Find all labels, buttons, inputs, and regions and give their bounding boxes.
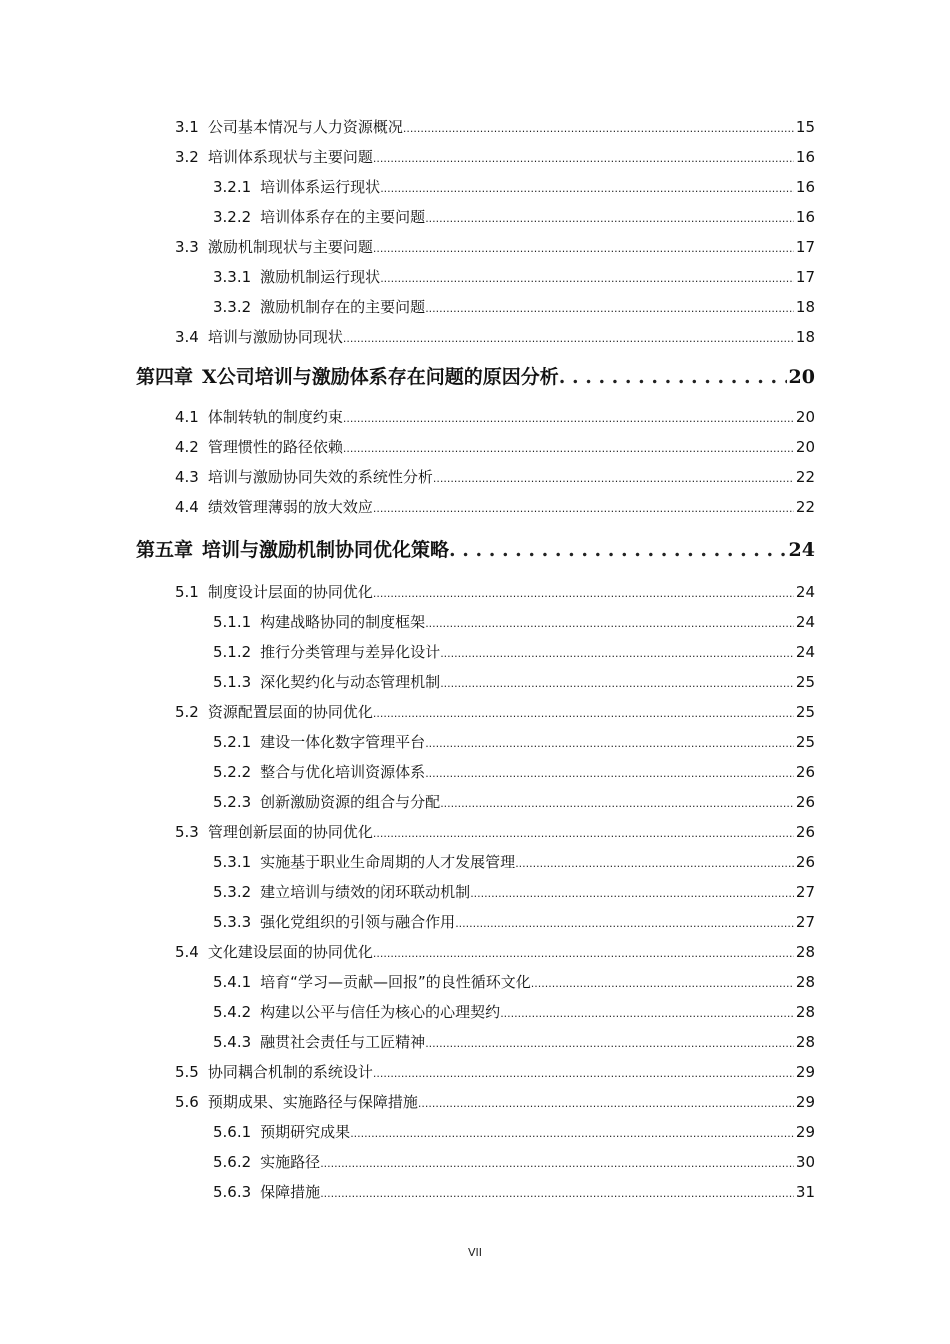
toc-entry-page: 18: [795, 298, 815, 316]
toc-entry-title: 培训体系存在的主要问题: [260, 208, 426, 226]
toc-leader-dots: [440, 637, 794, 669]
toc-entry-number: 3.2: [175, 148, 199, 166]
toc-entry-page: 18: [795, 328, 815, 346]
toc-entry[interactable]: [175, 322, 815, 352]
toc-entry-title: 培训与激励协同现状: [207, 328, 343, 346]
toc-leader-dots: [380, 172, 794, 204]
toc-entry-number: 3.3: [175, 238, 199, 256]
toc-entry-title: 整合与优化培训资源体系: [260, 763, 426, 781]
toc-entry[interactable]: [175, 937, 815, 967]
toc-entry-title: 实施基于职业生命周期的人才发展管理: [260, 853, 516, 871]
toc-entry-title: 管理创新层面的协同优化: [207, 823, 373, 841]
toc-entry-title: 文化建设层面的协同优化: [207, 943, 373, 961]
toc-entry-number: 5.2.1: [213, 733, 252, 751]
toc-entry-title: 激励机制运行现状: [260, 268, 381, 286]
toc-entry[interactable]: [175, 462, 815, 492]
toc-entry[interactable]: [175, 1087, 815, 1117]
toc-entry-number: 5.1.2: [213, 643, 252, 661]
toc-entry-title: 培训体系现状与主要问题: [207, 148, 373, 166]
toc-entry-number: 5.6.1: [213, 1123, 252, 1141]
toc-entry[interactable]: [213, 967, 815, 997]
toc-entry[interactable]: [213, 667, 815, 697]
toc-leader-dots: [373, 937, 794, 969]
toc-entry[interactable]: [213, 202, 815, 232]
toc-entry-page: 26: [795, 853, 815, 871]
toc-leader-dots: [455, 907, 794, 939]
toc-entry-title: 预期成果、实施路径与保障措施: [207, 1093, 418, 1111]
toc-entry-number: 5.3.2: [213, 883, 252, 901]
toc-entry-title: 激励机制现状与主要问题: [207, 238, 373, 256]
toc-entry-number: 5.2.2: [213, 763, 252, 781]
toc-entry-title: 建立培训与绩效的闭环联动机制: [260, 883, 471, 901]
toc-entry-title: 制度设计层面的协同优化: [207, 583, 373, 601]
toc-leader-dots: [373, 492, 794, 524]
toc-leader-dots: [559, 357, 787, 397]
toc-entry[interactable]: [175, 112, 815, 142]
toc-entry-number: 5.4.2: [213, 1003, 252, 1021]
toc-entry-number: 4.1: [175, 408, 199, 426]
toc-entry-number: 5.3.1: [213, 853, 252, 871]
toc-entry-number: 3.1: [175, 118, 199, 136]
toc-entry-page: 27: [795, 883, 815, 901]
toc-entry[interactable]: [213, 877, 815, 907]
toc-entry-page: 17: [795, 238, 815, 256]
toc-entry[interactable]: [175, 142, 815, 172]
toc-leader-dots: [343, 402, 794, 434]
toc-entry-page: 17: [795, 268, 815, 286]
toc-leader-dots: [500, 997, 794, 1029]
toc-leader-dots: [343, 322, 794, 354]
toc-leader-dots: [449, 530, 787, 570]
toc-entry-number: 3.2.1: [213, 178, 252, 196]
toc-entry[interactable]: [213, 847, 815, 877]
toc-entry-number: 5.3: [175, 823, 199, 841]
toc-entry-page: 20: [788, 366, 815, 388]
toc-entry-page: 15: [795, 118, 815, 136]
toc-entry-title: 公司基本情况与人力资源概况: [207, 118, 403, 136]
toc-leader-dots: [418, 1087, 794, 1119]
toc-entry[interactable]: [175, 492, 815, 522]
toc-entry-title: 构建战略协同的制度框架: [260, 613, 426, 631]
toc-entry-title: 资源配置层面的协同优化: [207, 703, 373, 721]
toc-entry[interactable]: [213, 727, 815, 757]
toc-leader-dots: [470, 877, 794, 909]
toc-entry-number: 4.3: [175, 468, 199, 486]
toc-entry-title: 激励机制存在的主要问题: [260, 298, 426, 316]
toc-leader-dots: [373, 232, 794, 264]
toc-entry-number: 第五章: [136, 539, 194, 561]
toc-entry-title: 培训与激励协同失效的系统性分析: [207, 468, 433, 486]
toc-entry-title: 创新激励资源的组合与分配: [260, 793, 441, 811]
toc-entry-title: 培训与激励机制协同优化策略: [202, 539, 450, 561]
toc-entry-number: 5.4.3: [213, 1033, 252, 1051]
toc-leader-dots: [425, 202, 794, 234]
toc-chapter-entry[interactable]: [136, 357, 815, 397]
toc-entry-title: 融贯社会责任与工匠精神: [260, 1033, 426, 1051]
toc-entry-title: 保障措施: [260, 1183, 321, 1201]
toc-entry-title: 强化党组织的引领与融合作用: [260, 913, 456, 931]
toc-entry-title: 培育“学习—贡献—回报”的良性循环文化: [260, 973, 531, 991]
toc-entry-page: 29: [795, 1123, 815, 1141]
toc-entry-page: 29: [795, 1093, 815, 1111]
toc-leader-dots: [320, 1177, 794, 1209]
toc-entry-number: 5.5: [175, 1063, 199, 1081]
toc-leader-dots: [433, 462, 794, 494]
toc-leader-dots: [440, 667, 794, 699]
toc-entry[interactable]: [213, 1117, 815, 1147]
toc-entry[interactable]: [213, 907, 815, 937]
toc-entry[interactable]: [213, 637, 815, 667]
toc-entry-page: 26: [795, 763, 815, 781]
toc-entry-page: 27: [795, 913, 815, 931]
toc-entry-page: 20: [795, 408, 815, 426]
toc-entry-page: 26: [795, 823, 815, 841]
toc-leader-dots: [373, 1057, 794, 1089]
toc-entry-page: 16: [795, 208, 815, 226]
toc-entry-title: 体制转轨的制度约束: [207, 408, 343, 426]
toc-entry-page: 24: [788, 539, 815, 561]
toc-entry-page: 24: [795, 643, 815, 661]
toc-entry[interactable]: [175, 1057, 815, 1087]
toc-entry-title: 实施路径: [260, 1153, 321, 1171]
toc-leader-dots: [425, 292, 794, 324]
toc-entry[interactable]: [213, 1147, 815, 1177]
toc-entry-page: 20: [795, 438, 815, 456]
toc-entry[interactable]: [213, 172, 815, 202]
toc-entry[interactable]: [213, 607, 815, 637]
toc-entry-number: 5.4: [175, 943, 199, 961]
toc-entry-page: 22: [795, 468, 815, 486]
toc-entry-number: 3.2.2: [213, 208, 252, 226]
toc-leader-dots: [320, 1147, 794, 1179]
toc-entry-page: 22: [795, 498, 815, 516]
toc-leader-dots: [425, 607, 794, 639]
toc-entry[interactable]: [213, 997, 815, 1027]
toc-entry[interactable]: [175, 697, 815, 727]
toc-leader-dots: [373, 577, 794, 609]
toc-entry-number: 第四章: [136, 366, 194, 388]
toc-leader-dots: [531, 967, 794, 999]
toc-entry[interactable]: [213, 1177, 815, 1207]
toc-leader-dots: [440, 787, 794, 819]
toc-entry[interactable]: [213, 292, 815, 322]
toc-entry-page: 31: [795, 1183, 815, 1201]
toc-leader-dots: [425, 757, 794, 789]
toc-leader-dots: [373, 142, 794, 174]
toc-entry-title: 深化契约化与动态管理机制: [260, 673, 441, 691]
toc-entry-page: 16: [795, 178, 815, 196]
toc-entry[interactable]: [213, 757, 815, 787]
toc-leader-dots: [515, 847, 794, 879]
toc-entry-title: X公司培训与激励体系存在问题的原因分析: [202, 366, 559, 388]
toc-entry-page: 24: [795, 583, 815, 601]
toc-entry[interactable]: [175, 577, 815, 607]
toc-entry-title: 协同耦合机制的系统设计: [207, 1063, 373, 1081]
toc-entry-title: 推行分类管理与差异化设计: [260, 643, 441, 661]
toc-entry-number: 5.2: [175, 703, 199, 721]
toc-entry-number: 4.4: [175, 498, 199, 516]
toc-chapter-entry[interactable]: [136, 530, 815, 570]
toc-entry-number: 5.1: [175, 583, 199, 601]
toc-leader-dots: [373, 697, 794, 729]
toc-entry-title: 管理惯性的路径依赖: [207, 438, 343, 456]
toc-entry-page: 25: [795, 673, 815, 691]
toc-entry-number: 3.3.1: [213, 268, 252, 286]
toc-leader-dots: [380, 262, 794, 294]
toc-entry-page: 25: [795, 703, 815, 721]
toc-leader-dots: [425, 1027, 794, 1059]
toc-entry-number: 3.4: [175, 328, 199, 346]
toc-entry[interactable]: [213, 787, 815, 817]
toc-entry-number: 5.2.3: [213, 793, 252, 811]
toc-entry[interactable]: [175, 817, 815, 847]
toc-entry-page: 16: [795, 148, 815, 166]
toc-entry-number: 5.6.3: [213, 1183, 252, 1201]
toc-entry-page: 28: [795, 943, 815, 961]
toc-leader-dots: [343, 432, 794, 464]
toc-entry[interactable]: [175, 432, 815, 462]
toc-entry-number: 5.1.1: [213, 613, 252, 631]
toc-entry-page: 28: [795, 1003, 815, 1021]
toc-entry-page: 28: [795, 1033, 815, 1051]
toc-leader-dots: [425, 727, 794, 759]
toc-leader-dots: [403, 112, 794, 144]
toc-entry-title: 绩效管理薄弱的放大效应: [207, 498, 373, 516]
toc-entry-title: 培训体系运行现状: [260, 178, 381, 196]
toc-entry-title: 预期研究成果: [260, 1123, 351, 1141]
toc-entry-page: 30: [795, 1153, 815, 1171]
toc-entry-page: 29: [795, 1063, 815, 1081]
toc-entry-title: 构建以公平与信任为核心的心理契约: [260, 1003, 501, 1021]
toc-entry-page: 25: [795, 733, 815, 751]
toc-entry-number: 5.4.1: [213, 973, 252, 991]
toc-entry[interactable]: [213, 1027, 815, 1057]
toc-entry-page: 26: [795, 793, 815, 811]
toc-entry-number: 5.1.3: [213, 673, 252, 691]
toc-entry[interactable]: [213, 262, 815, 292]
toc-entry[interactable]: [175, 402, 815, 432]
toc-entry-number: 3.3.2: [213, 298, 252, 316]
toc-entry-title: 建设一体化数字管理平台: [260, 733, 426, 751]
toc-entry-number: 5.3.3: [213, 913, 252, 931]
toc-entry-number: 4.2: [175, 438, 199, 456]
toc-entry-number: 5.6: [175, 1093, 199, 1111]
toc-entry-page: 28: [795, 973, 815, 991]
toc-entry-number: 5.6.2: [213, 1153, 252, 1171]
toc-entry-page: 24: [795, 613, 815, 631]
page-number: VII: [467, 1246, 482, 1259]
toc-leader-dots: [350, 1117, 794, 1149]
toc-leader-dots: [373, 817, 794, 849]
toc-entry[interactable]: [175, 232, 815, 262]
